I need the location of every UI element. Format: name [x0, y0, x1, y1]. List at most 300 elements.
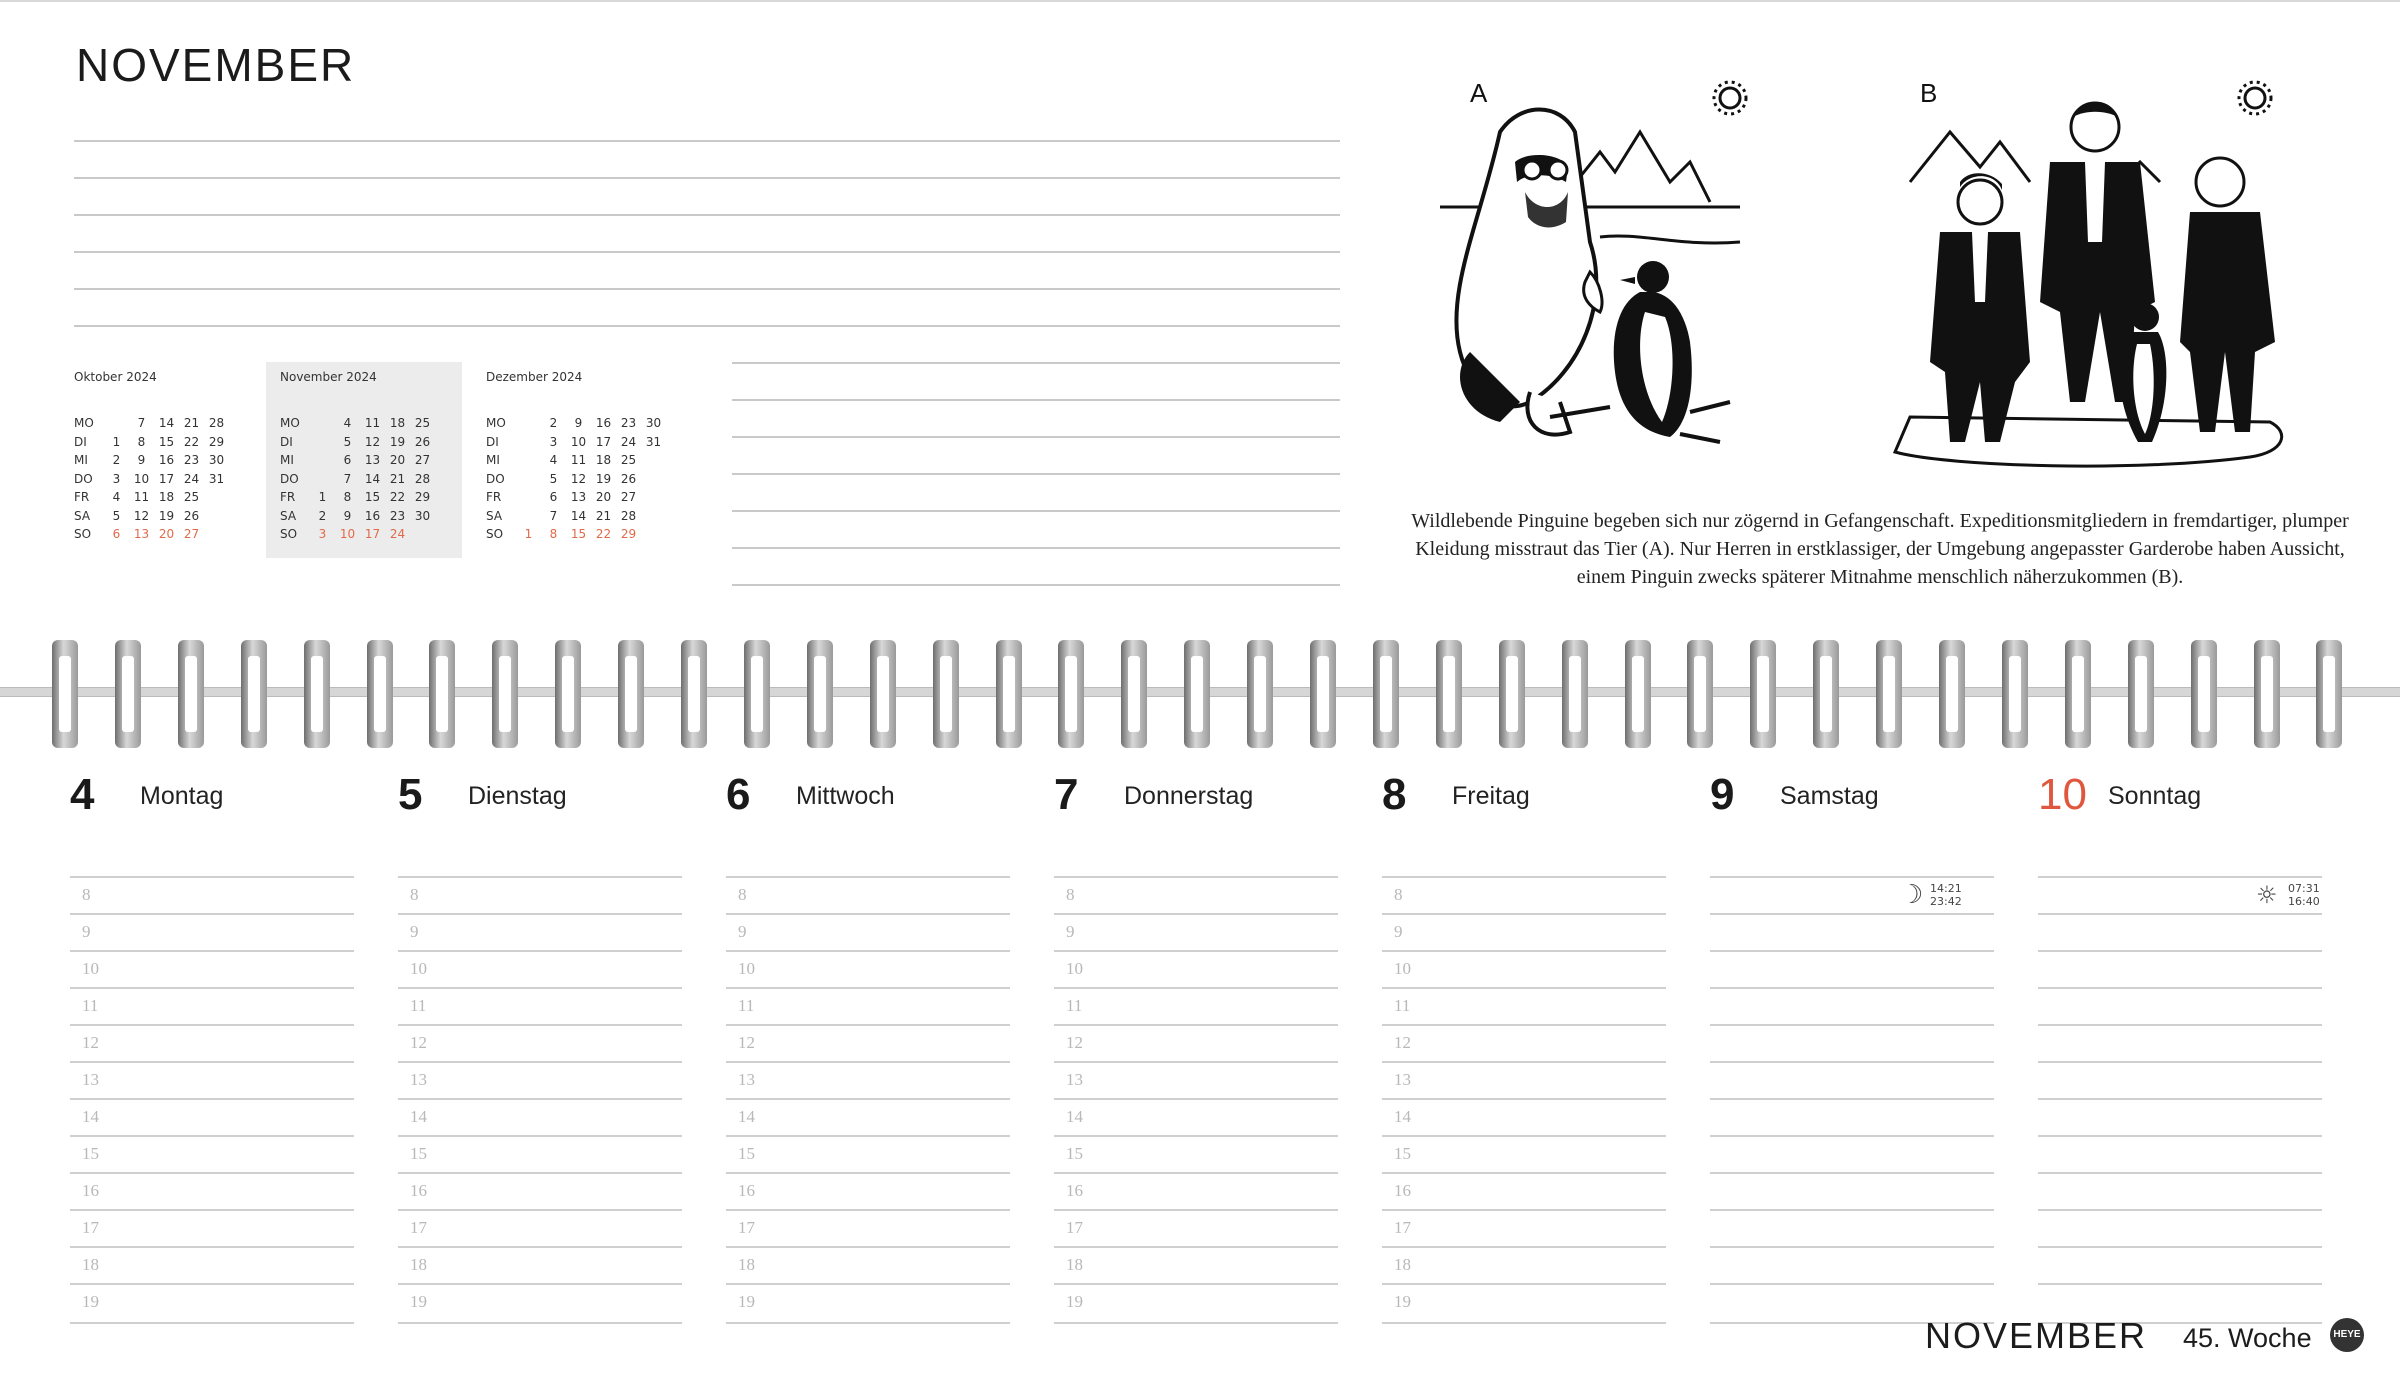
binding-ring — [1373, 640, 1399, 748]
weekday-abbr: MO — [280, 416, 300, 430]
mini-calendar-row — [74, 470, 229, 489]
hour-label: 17 — [1066, 1218, 1083, 1237]
hour-label: 11 — [410, 996, 427, 1015]
time-slot[interactable] — [1710, 1172, 1994, 1211]
mini-calendar-day: 15 — [364, 490, 381, 504]
time-slot[interactable] — [1382, 1135, 1666, 1174]
time-slot[interactable] — [398, 1024, 682, 1063]
time-slot[interactable] — [1054, 1024, 1338, 1063]
mini-calendar-day — [410, 525, 435, 544]
hour-label: 19 — [82, 1292, 99, 1311]
hour-label: 12 — [410, 1033, 427, 1052]
mini-calendar-day: 4 — [343, 416, 352, 430]
binding-ring — [555, 640, 581, 748]
time-slot[interactable] — [70, 1172, 354, 1211]
hour-label: 14 — [410, 1107, 427, 1126]
mini-calendar-day: 12 — [570, 471, 587, 486]
hour-label: 18 — [82, 1255, 99, 1274]
day-number: 9 — [1710, 770, 1735, 819]
hour-label: 8 — [1066, 885, 1075, 904]
weekday-abbr: DI — [74, 434, 87, 449]
time-slot[interactable] — [2038, 1246, 2322, 1285]
time-slot[interactable] — [70, 876, 354, 915]
illustration-label-b: B — [1920, 78, 1938, 108]
hour-label: 15 — [82, 1144, 99, 1163]
moon-times — [1900, 880, 1962, 910]
hour-label: 9 — [1394, 922, 1403, 941]
binding-ring — [1184, 640, 1210, 748]
mini-calendar-title: Dezember 2024 — [486, 370, 583, 384]
binding-ring — [2316, 640, 2342, 748]
binding-ring — [1436, 640, 1462, 748]
binding-ring — [1499, 640, 1525, 748]
binding-ring — [1750, 640, 1776, 748]
hour-label: 12 — [738, 1033, 755, 1052]
time-slot[interactable] — [70, 1024, 354, 1063]
note-line — [732, 362, 1340, 364]
time-slot[interactable] — [726, 913, 1010, 952]
sun-times — [2256, 881, 2320, 909]
moon-set: 23:42 — [1930, 895, 1962, 908]
day-name: Samstag — [1780, 782, 1879, 810]
mini-calendar-day: 5 — [343, 434, 352, 449]
time-slot[interactable] — [70, 1246, 354, 1285]
sun-rise: 07:31 — [2288, 882, 2320, 895]
time-slot[interactable] — [1710, 987, 1994, 1026]
binding-ring — [996, 640, 1022, 748]
mini-calendar-day: 20 — [158, 527, 175, 541]
mini-calendar-day: 28 — [620, 508, 637, 523]
mini-calendar-day — [641, 470, 666, 489]
weekday-abbr: SO — [486, 527, 504, 541]
mini-calendar-day — [516, 414, 541, 433]
mini-calendar-row — [74, 525, 229, 544]
mini-calendar-day: 29 — [208, 434, 225, 449]
footer-month: NOVEMBER — [1925, 1315, 2148, 1356]
time-slot[interactable] — [70, 950, 354, 989]
note-line — [74, 214, 1340, 216]
hour-label: 9 — [82, 922, 91, 941]
weekday-abbr: SO — [74, 527, 92, 541]
mini-calendar-row — [486, 470, 666, 489]
day-name: Freitag — [1452, 782, 1530, 810]
mini-calendar-day: 29 — [620, 527, 637, 541]
time-slot[interactable] — [398, 1061, 682, 1100]
binding-ring — [52, 640, 78, 748]
hour-label: 18 — [738, 1255, 755, 1274]
hour-label: 10 — [82, 959, 99, 978]
time-slot[interactable] — [398, 987, 682, 1026]
hour-label: 14 — [738, 1107, 755, 1126]
time-slot[interactable] — [398, 1172, 682, 1211]
hour-label: 17 — [738, 1218, 755, 1237]
time-slot[interactable] — [398, 1209, 682, 1248]
day-name: Montag — [140, 782, 224, 810]
hour-label: 16 — [82, 1181, 99, 1200]
mini-calendar-day: 7 — [137, 416, 146, 430]
hour-label: 17 — [82, 1218, 99, 1237]
weekday-abbr: FR — [74, 490, 90, 504]
note-line — [732, 436, 1340, 438]
mini-calendar-day: 30 — [208, 453, 225, 467]
time-slot[interactable] — [726, 987, 1010, 1026]
hour-label: 13 — [738, 1070, 755, 1089]
mini-calendar-day: 12 — [133, 508, 150, 523]
binding-ring — [304, 640, 330, 748]
time-slot[interactable] — [2038, 987, 2322, 1026]
time-slot[interactable] — [1382, 913, 1666, 952]
hour-label: 13 — [82, 1070, 99, 1089]
time-slot[interactable] — [1382, 1283, 1666, 1324]
hour-label: 16 — [1066, 1181, 1083, 1200]
time-slot[interactable] — [1054, 913, 1338, 952]
mini-calendar-day: 24 — [389, 527, 406, 541]
hour-label: 13 — [410, 1070, 427, 1089]
binding-ring — [1625, 640, 1651, 748]
binding-ring — [744, 640, 770, 748]
binding-ring — [2191, 640, 2217, 748]
day-number: 6 — [726, 770, 751, 819]
time-slot[interactable] — [1054, 1209, 1338, 1248]
weekday-abbr: DO — [280, 471, 299, 486]
mini-calendar-day: 18 — [389, 416, 406, 430]
mini-calendar-day: 6 — [549, 490, 558, 504]
binding-ring — [2065, 640, 2091, 748]
note-line — [74, 177, 1340, 179]
mini-calendar-day: 21 — [389, 471, 406, 486]
hour-label: 16 — [738, 1181, 755, 1200]
time-slot[interactable] — [398, 1098, 682, 1137]
mini-calendar-day: 25 — [414, 416, 431, 430]
hour-label: 16 — [1394, 1181, 1411, 1200]
mini-calendar-day: 16 — [364, 508, 381, 523]
day-number: 5 — [398, 770, 423, 819]
mini-calendar-day: 10 — [570, 434, 587, 449]
mini-calendar-day: 30 — [645, 416, 662, 430]
time-slot[interactable] — [1710, 1061, 1994, 1100]
time-slot[interactable] — [726, 1172, 1010, 1211]
mini-calendar-day — [204, 488, 229, 507]
time-slot[interactable] — [2038, 1098, 2322, 1137]
binding-ring — [1310, 640, 1336, 748]
hour-label: 11 — [82, 996, 99, 1015]
time-slot[interactable] — [1382, 1098, 1666, 1137]
sun-set: 16:40 — [2288, 895, 2320, 908]
time-slot[interactable] — [1382, 876, 1666, 915]
mini-calendar-day: 9 — [137, 453, 146, 467]
mini-calendar-row — [280, 433, 435, 452]
binding-ring — [807, 640, 833, 748]
time-slot[interactable] — [726, 1135, 1010, 1174]
hour-label: 13 — [1066, 1070, 1083, 1089]
mini-calendar-row — [280, 451, 435, 470]
time-slot[interactable] — [398, 913, 682, 952]
mini-calendar-day: 23 — [620, 416, 637, 430]
mini-calendar-day: 16 — [158, 453, 175, 467]
note-line — [74, 325, 1340, 327]
hour-label: 19 — [1394, 1292, 1411, 1311]
mini-calendar-day — [641, 488, 666, 507]
mini-calendar-day: 8 — [343, 490, 352, 504]
time-slot[interactable] — [70, 987, 354, 1026]
time-slot[interactable] — [726, 1246, 1010, 1285]
hour-label: 10 — [1066, 959, 1083, 978]
weekday-abbr: SA — [280, 508, 297, 523]
mini-calendar-grid — [486, 414, 666, 544]
mini-calendar-grid — [74, 414, 229, 544]
binding-ring — [933, 640, 959, 748]
mini-calendar-day: 10 — [133, 471, 150, 486]
hour-label: 13 — [1394, 1070, 1411, 1089]
weekday-abbr: SO — [280, 527, 298, 541]
mini-calendar-day: 2 — [318, 508, 327, 523]
weekday-abbr: MI — [486, 453, 500, 467]
hour-label: 9 — [410, 922, 419, 941]
time-slot[interactable] — [726, 1024, 1010, 1063]
hour-label: 11 — [1394, 996, 1411, 1015]
binding-ring — [1562, 640, 1588, 748]
time-slot[interactable] — [1382, 950, 1666, 989]
time-slot[interactable] — [1382, 1172, 1666, 1211]
mini-calendar-day: 19 — [595, 471, 612, 486]
time-slot[interactable] — [1054, 1246, 1338, 1285]
mini-calendar-day: 22 — [183, 434, 200, 449]
time-slot[interactable] — [1710, 1135, 1994, 1174]
time-slot[interactable] — [1382, 1061, 1666, 1100]
mini-calendar-day: 17 — [364, 527, 381, 541]
binding-ring — [429, 640, 455, 748]
day-name: Sonntag — [2108, 782, 2202, 810]
time-slot[interactable] — [1054, 987, 1338, 1026]
hour-label: 19 — [410, 1292, 427, 1311]
binding-ring — [1247, 640, 1273, 748]
hour-label: 18 — [410, 1255, 427, 1274]
mini-calendar-day: 11 — [364, 416, 381, 430]
mini-calendar-day: 5 — [112, 508, 121, 523]
mini-calendar-day — [516, 451, 541, 470]
mini-calendar-day: 22 — [595, 527, 612, 541]
mini-calendar-row — [280, 414, 435, 433]
mini-calendar-day: 7 — [549, 508, 558, 523]
time-slot[interactable] — [398, 1246, 682, 1285]
time-slot[interactable] — [70, 1061, 354, 1100]
mini-calendar-day: 1 — [524, 527, 533, 541]
time-slot[interactable] — [1054, 1283, 1338, 1324]
mini-calendar-day — [516, 433, 541, 452]
mini-calendar-row — [486, 451, 666, 470]
day-number: 4 — [70, 770, 95, 819]
mini-calendar-day — [104, 414, 129, 433]
time-slot[interactable] — [70, 1209, 354, 1248]
illustration-a — [1440, 72, 1780, 482]
time-slot[interactable] — [70, 1283, 354, 1324]
hour-label: 12 — [1394, 1033, 1411, 1052]
mini-calendar-day: 21 — [183, 416, 200, 430]
weekday-abbr: FR — [280, 490, 296, 504]
hour-label: 17 — [1394, 1218, 1411, 1237]
time-slot[interactable] — [1382, 987, 1666, 1026]
hour-label: 11 — [1066, 996, 1083, 1015]
day-name: Mittwoch — [796, 782, 895, 810]
mini-calendar-day: 12 — [364, 434, 381, 449]
mini-calendar-day: 7 — [343, 471, 352, 486]
mini-calendar-day: 25 — [183, 490, 200, 504]
time-slot[interactable] — [398, 876, 682, 915]
time-slot[interactable] — [726, 1098, 1010, 1137]
mini-calendar-row — [486, 488, 666, 507]
mini-calendar-day — [641, 525, 666, 544]
illustration-caption: Wildlebende Pinguine begeben sich nur zögernd in Gefangenschaft. Expeditionsmitgliedern in fremdartiger, plumper Kleidung misstraut das Tier (A). Nur Herren in erstklassiger, der Umgebung angepasster Garderobe haben Aussicht, einem Pinguin zwecks späterer Mitnahme menschlich näherzukommen (B). — [1411, 510, 2349, 588]
mini-calendar-day: 2 — [549, 416, 558, 430]
time-slot[interactable] — [2038, 1172, 2322, 1211]
time-slot[interactable] — [726, 876, 1010, 915]
time-slot[interactable] — [1710, 913, 1994, 952]
hour-label: 15 — [1066, 1144, 1083, 1163]
time-slot[interactable] — [1710, 1209, 1994, 1248]
mini-calendar-row — [74, 433, 229, 452]
binding-ring — [681, 640, 707, 748]
time-slot[interactable] — [726, 950, 1010, 989]
mini-calendar-day: 4 — [112, 490, 121, 504]
sun-icon: ☼ — [2256, 881, 2278, 909]
weekday-abbr: MI — [74, 453, 88, 467]
weekday-abbr: MO — [486, 416, 506, 430]
hour-label: 8 — [1394, 885, 1403, 904]
mini-calendar-day: 15 — [158, 434, 175, 449]
hour-label: 14 — [1394, 1107, 1411, 1126]
mini-calendar-day — [310, 451, 335, 470]
moon-rise: 14:21 — [1930, 882, 1962, 895]
mini-calendar-day: 14 — [364, 471, 381, 486]
hour-label: 12 — [1066, 1033, 1083, 1052]
weekday-abbr: SA — [486, 508, 503, 523]
binding-ring — [2254, 640, 2280, 748]
month-title: NOVEMBER — [76, 39, 356, 91]
binding-ring — [870, 640, 896, 748]
time-slot[interactable] — [2038, 876, 2322, 915]
binding-ring — [1687, 640, 1713, 748]
time-slot[interactable] — [2038, 1209, 2322, 1248]
time-slot[interactable] — [726, 1061, 1010, 1100]
time-slot[interactable] — [1382, 1246, 1666, 1285]
hour-label: 11 — [738, 996, 755, 1015]
binding-ring — [2002, 640, 2028, 748]
mini-calendar-day: 11 — [133, 490, 150, 504]
mini-calendar-day — [641, 451, 666, 470]
time-slot[interactable] — [2038, 1024, 2322, 1063]
time-slot[interactable] — [2038, 1061, 2322, 1100]
time-slot[interactable] — [70, 1098, 354, 1137]
mini-calendar-day: 1 — [318, 490, 327, 504]
mini-calendar-row — [486, 433, 666, 452]
day-number: 8 — [1382, 770, 1407, 819]
mini-calendar-day: 18 — [158, 490, 175, 504]
mini-calendar-day: 23 — [183, 453, 200, 467]
time-slot[interactable] — [726, 1283, 1010, 1324]
time-slot[interactable] — [1054, 950, 1338, 989]
mini-calendar-day: 17 — [158, 471, 175, 486]
weekday-abbr: FR — [486, 490, 502, 504]
mini-calendar-row — [280, 507, 435, 526]
time-slot[interactable] — [398, 950, 682, 989]
time-slot[interactable] — [398, 1283, 682, 1324]
time-slot[interactable] — [2038, 913, 2322, 952]
time-slot[interactable] — [1054, 1172, 1338, 1211]
note-line — [732, 399, 1340, 401]
mini-calendar-row — [280, 525, 435, 544]
time-slot[interactable] — [70, 1135, 354, 1174]
note-line — [74, 140, 1340, 142]
mini-calendar-day: 25 — [620, 453, 637, 467]
day-name: Dienstag — [468, 782, 567, 810]
note-line — [732, 473, 1340, 475]
time-slot[interactable] — [70, 913, 354, 952]
mini-calendar-row — [74, 451, 229, 470]
mini-calendar-day: 24 — [183, 471, 200, 486]
mini-calendar-day: 28 — [208, 416, 225, 430]
weekday-abbr: DO — [74, 471, 93, 486]
mini-calendar-day: 28 — [414, 471, 431, 486]
note-line — [74, 251, 1340, 253]
weekday-abbr: DI — [280, 434, 293, 449]
time-slot[interactable] — [1710, 1098, 1994, 1137]
mini-calendar-day: 30 — [414, 508, 431, 523]
mini-calendar-day: 5 — [549, 471, 558, 486]
mini-calendar-title: November 2024 — [280, 370, 377, 384]
time-slot[interactable] — [1054, 876, 1338, 915]
time-slot[interactable] — [398, 1135, 682, 1174]
hour-label: 19 — [1066, 1292, 1083, 1311]
time-slot[interactable] — [2038, 1135, 2322, 1174]
mini-calendar-day: 9 — [343, 508, 352, 523]
day-number: 10 — [2038, 770, 2087, 819]
time-slot[interactable] — [1710, 950, 1994, 989]
weekday-abbr: DO — [486, 471, 505, 486]
mini-calendar-day: 20 — [389, 453, 406, 467]
time-slot[interactable] — [726, 1209, 1010, 1248]
illustration-label-a: A — [1470, 78, 1488, 108]
time-slot[interactable] — [1710, 1024, 1994, 1063]
time-slot[interactable] — [1710, 1246, 1994, 1285]
hour-label: 8 — [82, 885, 91, 904]
time-slot[interactable] — [1054, 1098, 1338, 1137]
binding-ring — [241, 640, 267, 748]
weekday-abbr: MI — [280, 453, 294, 467]
time-slot[interactable] — [1382, 1024, 1666, 1063]
mini-calendar-day: 3 — [549, 434, 558, 449]
mini-calendar-day: 27 — [414, 453, 431, 467]
mini-calendar-day: 3 — [112, 471, 121, 486]
mini-calendar-row — [280, 488, 435, 507]
time-slot[interactable] — [1382, 1209, 1666, 1248]
weekday-abbr: MO — [74, 416, 94, 430]
hour-label: 15 — [410, 1144, 427, 1163]
time-slot[interactable] — [1054, 1061, 1338, 1100]
time-slot[interactable] — [1054, 1135, 1338, 1174]
weekday-abbr: DI — [486, 434, 499, 449]
hour-label: 15 — [1394, 1144, 1411, 1163]
binding-ring — [367, 640, 393, 748]
mini-calendar-october — [60, 362, 256, 558]
mini-calendar-day: 24 — [620, 434, 637, 449]
binding-ring — [2128, 640, 2154, 748]
mini-calendar-row — [486, 507, 666, 526]
mini-calendar-day: 31 — [645, 434, 662, 449]
time-slot[interactable] — [2038, 950, 2322, 989]
note-line — [732, 547, 1340, 549]
mini-calendar-day: 27 — [183, 527, 200, 541]
mini-calendar-day: 21 — [595, 508, 612, 523]
